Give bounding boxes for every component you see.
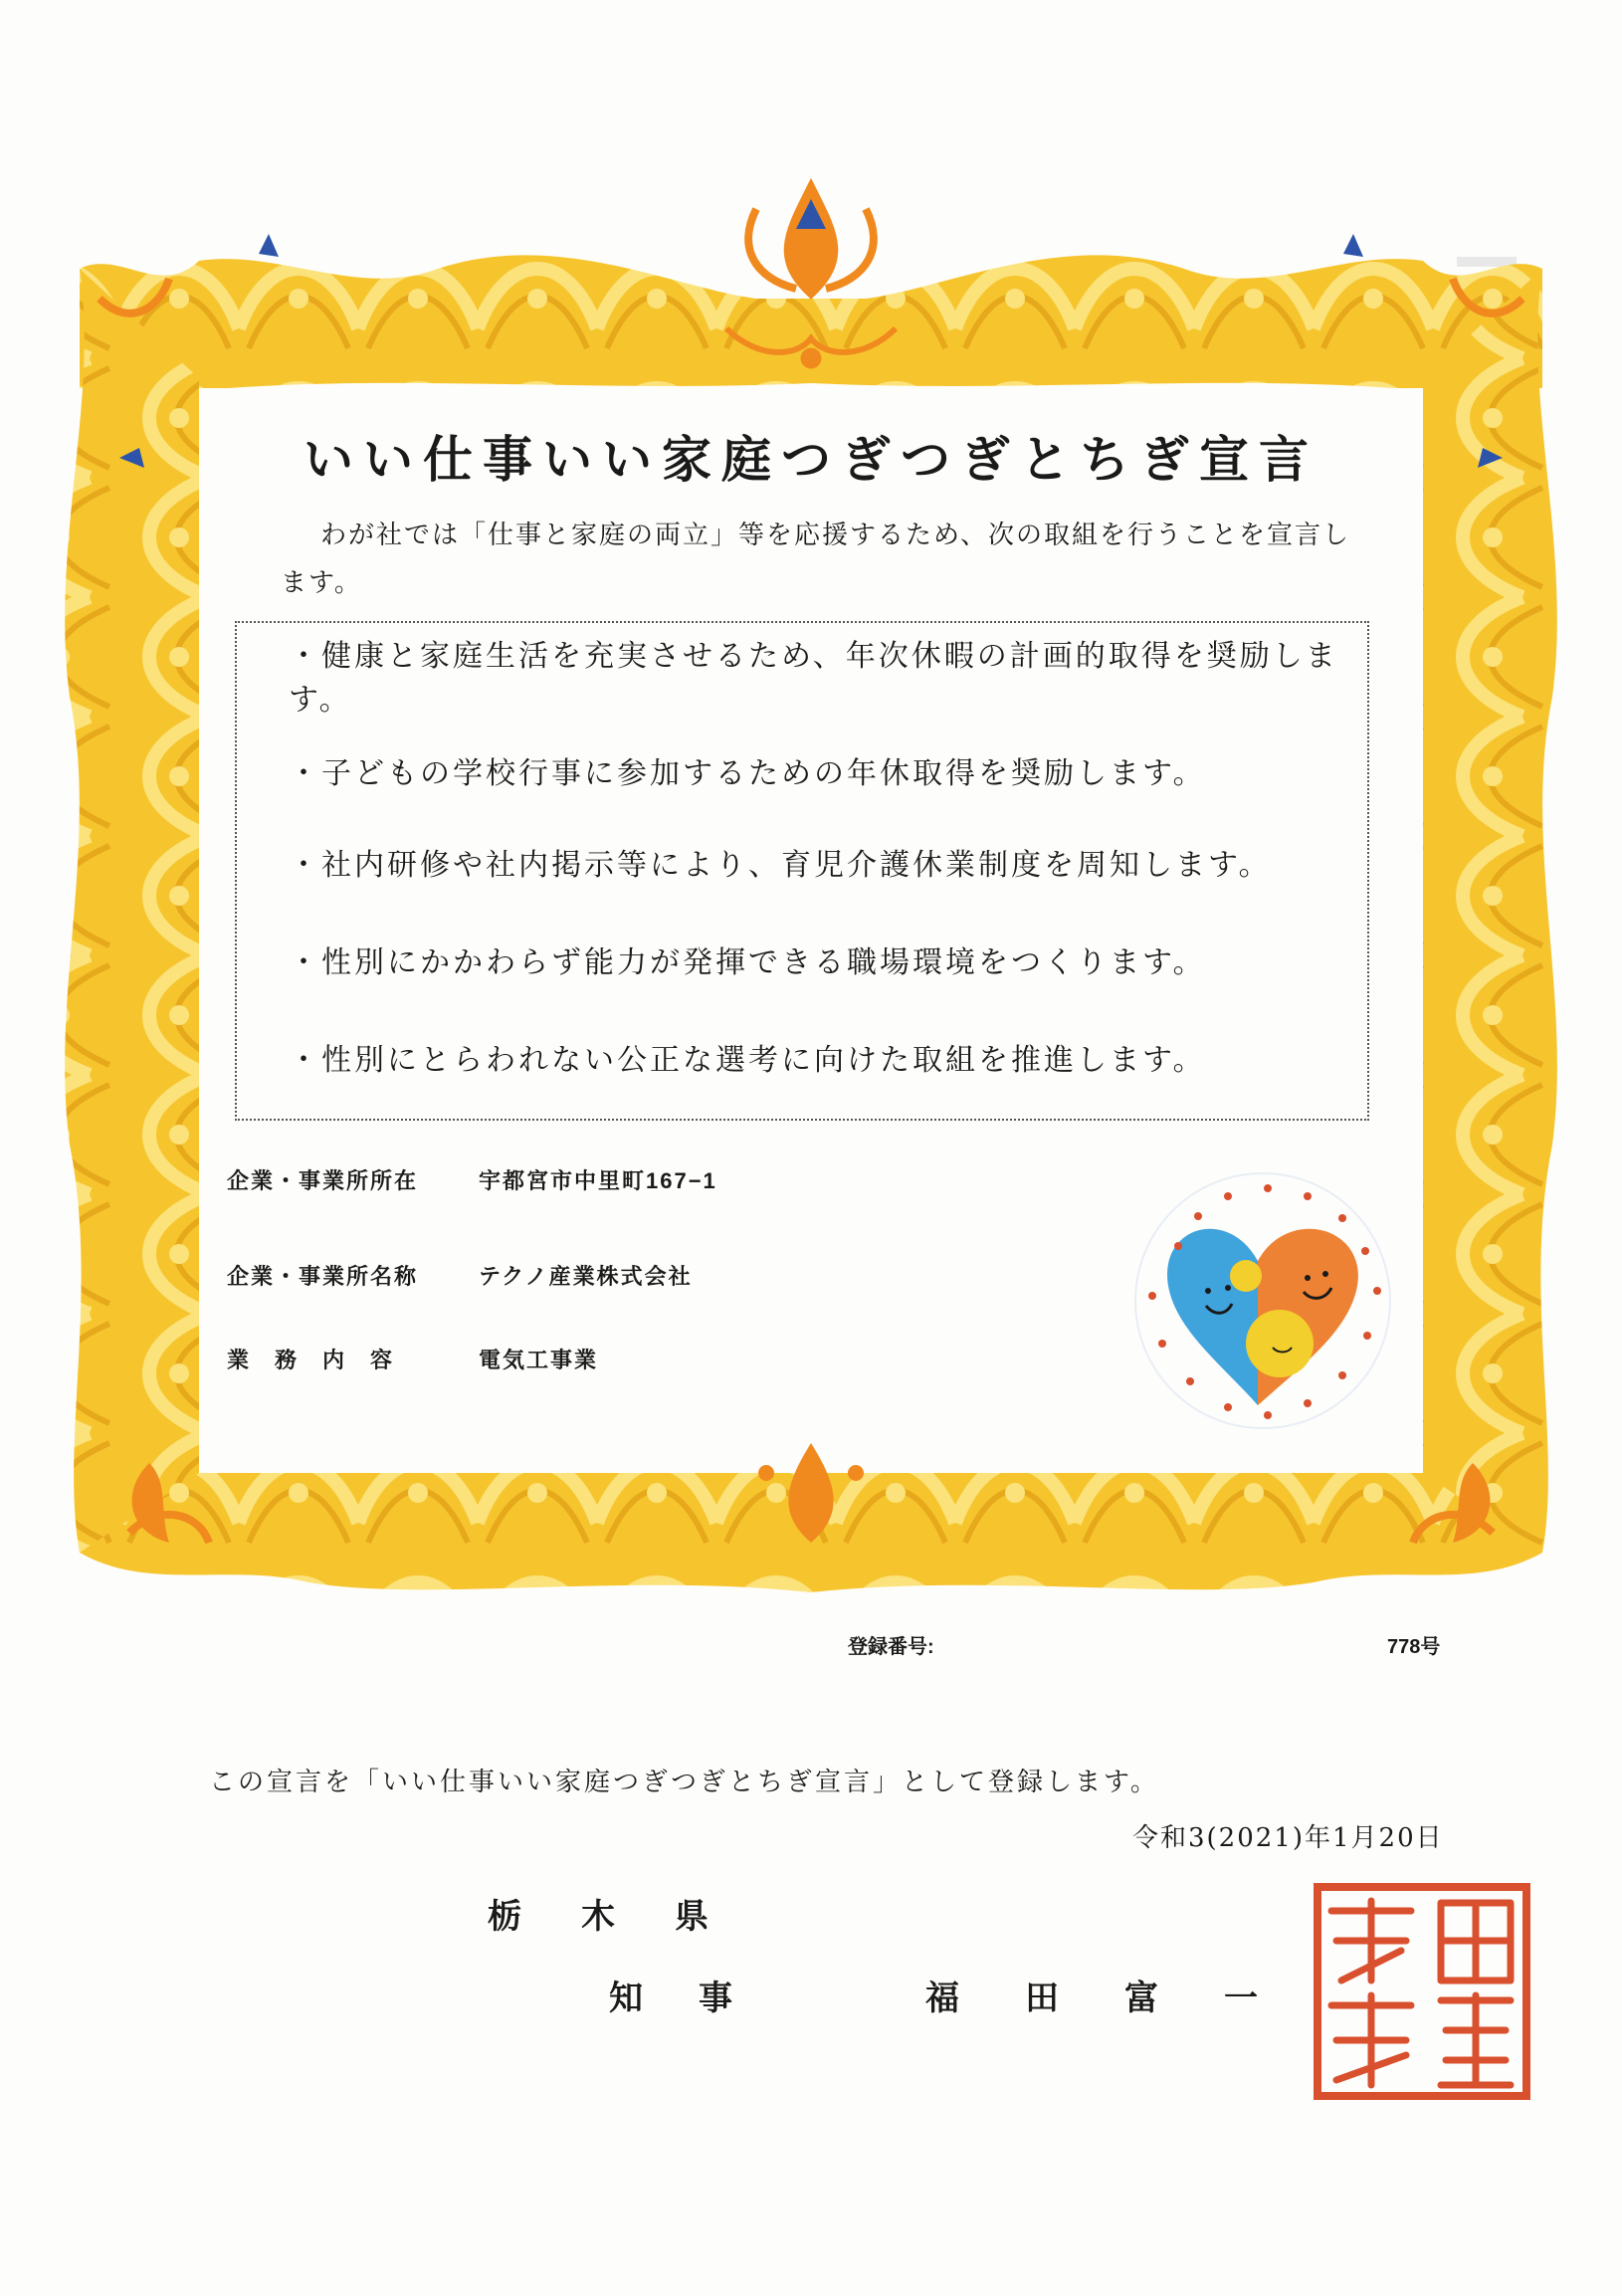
- registration-number-value: 778号: [1387, 1636, 1441, 1658]
- commitment-item: ・社内研修や社内掲示等により、育児介護休業制度を周知します。: [289, 848, 1272, 883]
- intro-text: わが社では「仕事と家庭の両立」等を応援するため、次の取組を行うことを宣言します。: [281, 521, 1350, 598]
- commitment-item: ・性別にかかわらず能力が発揮できる職場環境をつくります。: [289, 945, 1206, 980]
- business-label: 業 務 内 容: [227, 1348, 395, 1372]
- prefecture-name: 栃木県: [488, 1897, 768, 1937]
- certificate-title: いい仕事いい家庭つぎつぎとちぎ宣言: [304, 430, 1318, 489]
- company-address-row: [227, 1164, 717, 1195]
- business-row: [227, 1344, 598, 1374]
- name-label: 企業・事業所名称: [227, 1264, 419, 1289]
- address-label: 企業・事業所所在: [227, 1168, 419, 1193]
- commitment-item: ・子どもの学校行事に参加するための年休取得を奨励します。: [289, 756, 1206, 791]
- heart-family-logo-icon: [1128, 1166, 1397, 1435]
- governor-title: 知事: [609, 1979, 788, 2018]
- business-value: 電気工事業: [479, 1348, 599, 1372]
- name-value: テクノ産業株式会社: [479, 1264, 693, 1289]
- registration-statement: この宣言を「いい仕事いい家庭つぎつぎとちぎ宣言」として登録します。: [209, 1768, 1159, 1797]
- issue-date: 令和3(2021)年1月20日: [1132, 1823, 1444, 1853]
- governor-seal-icon: [1312, 1881, 1532, 2102]
- governor-name: 福田富一: [925, 1979, 1323, 2018]
- commitment-item: ・健康と家庭生活を充実させるため、年次休暇の計画的取得を奨励します。: [289, 639, 1338, 718]
- address-value: 宇都宮市中里町167−1: [479, 1168, 717, 1193]
- commitment-item: ・性別にとらわれない公正な選考に向けた取組を推進します。: [289, 1043, 1206, 1078]
- company-name-row: [227, 1260, 693, 1291]
- registration-number-label: 登録番号:: [848, 1636, 934, 1658]
